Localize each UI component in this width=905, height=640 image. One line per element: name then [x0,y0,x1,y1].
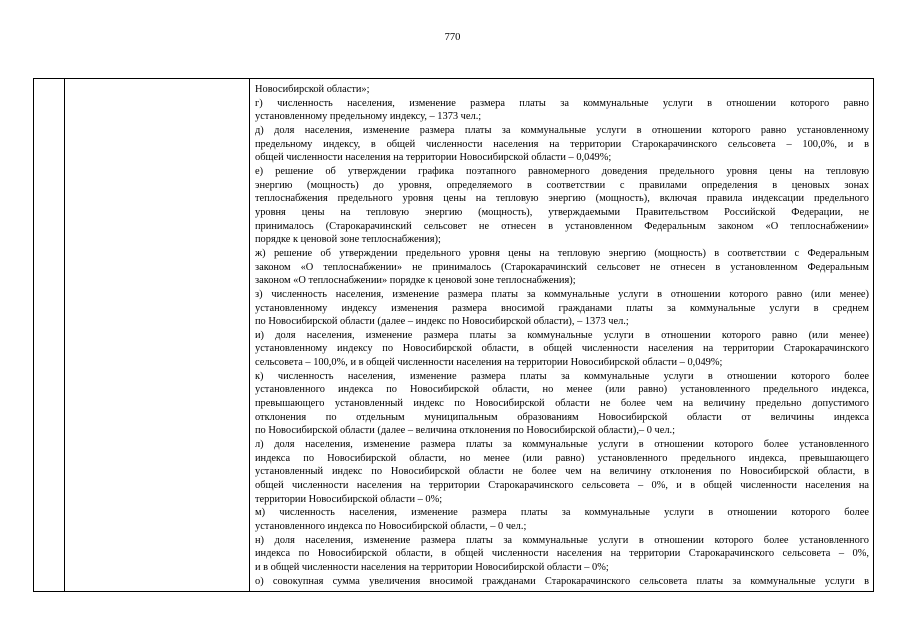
text-line: общей численности населения на территории Новосибирской области – 0,049%; [255,152,612,164]
document-table [33,78,874,592]
text-line: е) решение об утверждении графика поэтапного равномерного доведения предельного уровня цены на тепловую [255,165,869,177]
text-line: территории Новосибирской области – 0%; [255,493,443,505]
page-number: 770 [444,32,461,43]
table-column-divider-2 [249,79,250,591]
text-line: уровня цены на тепловую энергию (мощность), утверждаемыми Правительством Российской Федерации, не [255,206,869,218]
text-line: г) численность населения, изменение размера платы за коммунальные услуги в отношении которого равно [255,97,869,109]
text-line: з) численность населения, изменение размера платы за коммунальные услуги в отношении которого равно (или менее) [255,288,869,300]
text-line: общей численности населения на территории Старокарачинского сельсовета – 0%, и в общей численности населения на [255,480,869,492]
text-line: установленному предельному индексу, – 1373 чел.; [255,111,482,123]
text-line: законом «О теплоснабжении» не принималось (Старокарачинский сельсовет не отнесен в установленном Федеральным [255,261,869,273]
text-line: установленного индекса по Новосибирской области, – 0 чел.; [255,521,527,532]
text-line: установленный индекс по Новосибирской области не более чем на величину отклонения по Новосибирской области, в [255,466,869,478]
text-line: и в общей численности населения на территории Новосибирской области – 0%; [255,561,609,573]
text-line: о) совокупная сумма увеличения вносимой гражданами Старокарачинского сельсовета платы за коммунальные услуги в [255,575,869,587]
text-line: ж) решение об утверждении предельного уровня цены на тепловую энергию (мощность) в соответствии с Федеральным [255,247,869,259]
text-line: н) доля населения, изменение размера платы за коммунальные услуги в отношении которого более установленного [255,534,869,546]
text-line: к) численность населения, изменение размера платы за коммунальные услуги в отношении которого более [255,370,869,382]
text-line: Новосибирской области»; [255,84,370,95]
text-line: индекса по Новосибирской области, в общей численности населения на территории Старокарачинского сельсовета – 0%, [255,548,869,560]
text-line: энергию (мощность) до уровня, определяемого в соответствии с правилами определения в ценовых зонах [255,179,869,191]
text-line: и) доля населения, изменение размера платы за коммунальные услуги в отношении которого равно (или менее) [255,329,869,341]
text-line: м) численность населения, изменение размера платы за коммунальные услуги в отношении которого более [255,507,869,519]
table-column-divider-1 [64,79,65,591]
text-line: по Новосибирской области (далее – величина отклонения по Новосибирской области),– 0 чел.; [255,425,676,437]
text-line: превышающего установленный индекс по Новосибирской области не более чем на величину предельно допустимого [255,398,869,410]
text-line: установленному индексу изменения размера вносимой гражданами платы за коммунальные услуги в среднем [255,302,869,314]
text-line: сельсовета – 100,0%, и в общей численности населения на территории Новосибирской области – 0,049%; [255,357,723,369]
text-line: отклонения по отдельным муниципальным образованиям Новосибирской области от величины индекса [255,411,869,423]
text-line: предельному индексу, в общей численности населения на территории Старокарачинского сельсовета – 100,0%, и в [255,138,869,150]
text-line: теплоснабжения предельного уровня цены на тепловую энергию (мощность), включая правила индексации предельного [255,193,869,205]
text-line: индекса по Новосибирской области, но менее (или равно) установленного предельного индекса, превышающего [255,452,869,464]
text-line: д) доля населения, изменение размера платы за коммунальные услуги в отношении которого равно установленному [255,124,869,136]
text-line: по Новосибирской области (далее – индекс по Новосибирской области), – 1373 чел.; [255,316,629,328]
text-line: установленного индекса по Новосибирской области, но менее (или равно) установленного предельного индекса, [255,384,869,396]
text-line: принималось (Старокарачинский сельсовет не отнесен в установленном Федеральным законом «О теплоснабжении» [255,220,869,232]
text-line: порядке к ценовой зоне теплоснабжения); [255,234,441,246]
table-cell-content [255,83,869,588]
text-line: законом «О теплоснабжении» порядке к ценовой зоне теплоснабжения); [255,275,576,287]
text-line: л) доля населения, изменение размера платы за коммунальные услуги в отношении которого более установленного [255,439,869,451]
text-line: установленному индексу по Новосибирской области, в общей численности населения на территории Старокарачинского [255,343,869,355]
